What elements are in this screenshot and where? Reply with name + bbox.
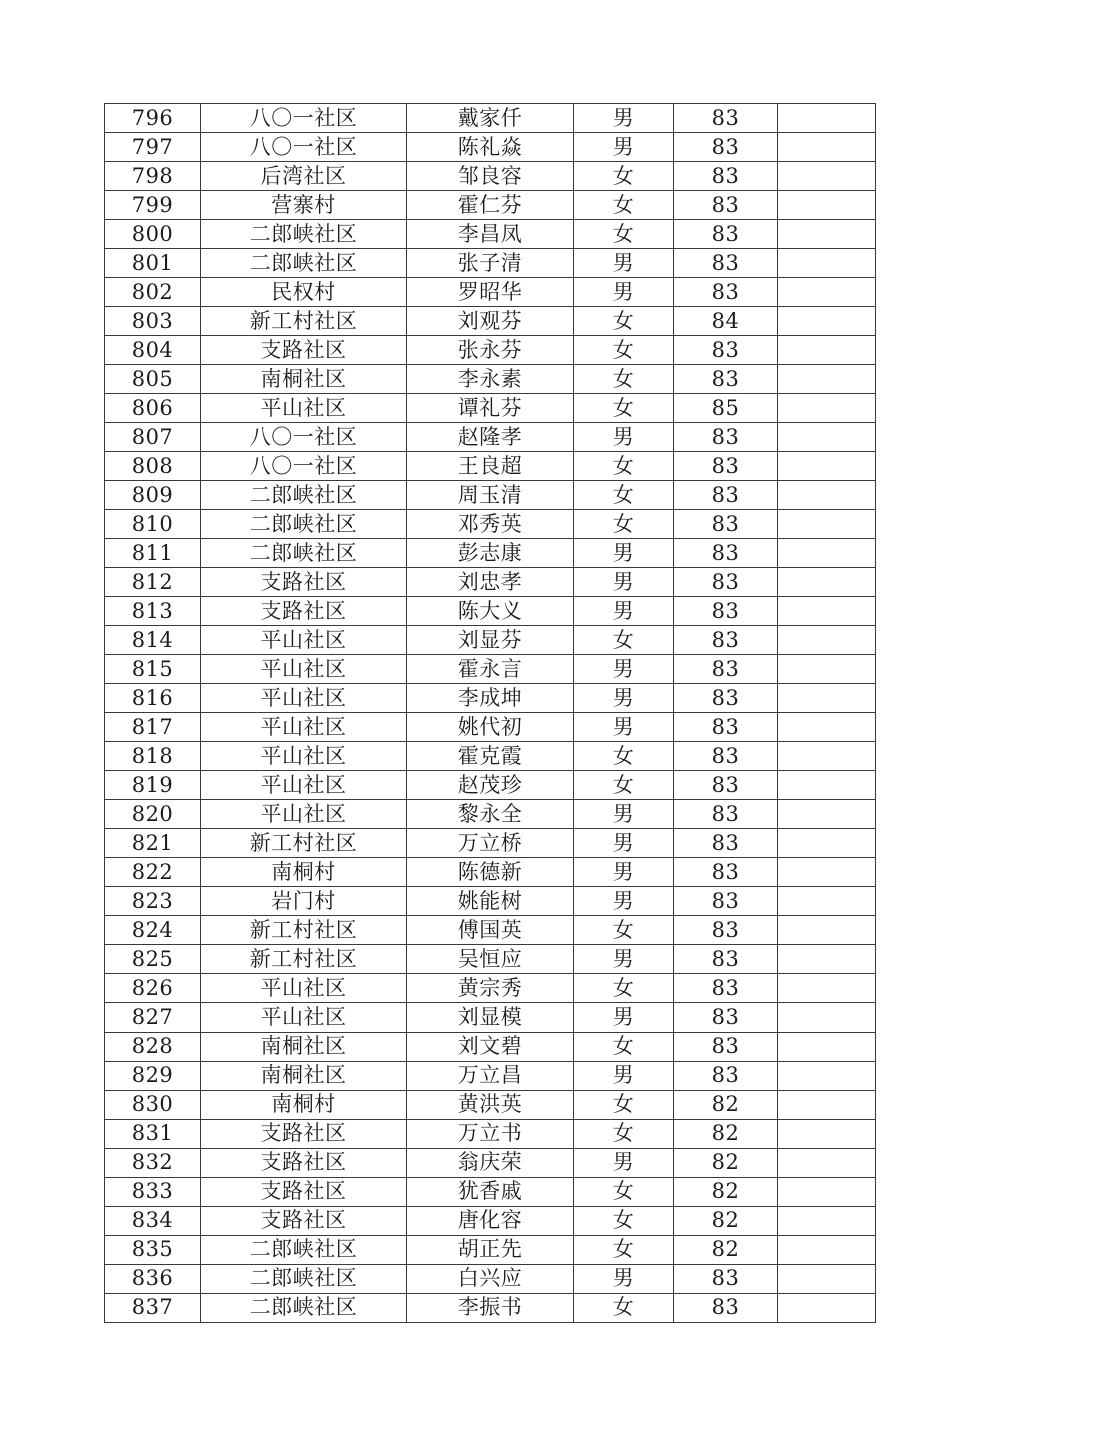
table-row — [105, 423, 876, 452]
cell-community: 平山社区 — [201, 684, 407, 713]
cell-community: 八〇一社区 — [201, 452, 407, 481]
cell-blank — [778, 365, 876, 394]
cell-index: 810 — [105, 510, 201, 539]
cell-person-name: 邓秀英 — [407, 510, 574, 539]
cell-age: 83 — [674, 278, 778, 307]
cell-gender: 男 — [574, 1264, 674, 1293]
table-row — [105, 481, 876, 510]
cell-person-name: 周玉清 — [407, 481, 574, 510]
table-row — [105, 568, 876, 597]
table-row — [105, 684, 876, 713]
table-row — [105, 336, 876, 365]
cell-age: 82 — [674, 1235, 778, 1264]
cell-index: 803 — [105, 307, 201, 336]
cell-index: 824 — [105, 916, 201, 945]
cell-blank — [778, 539, 876, 568]
cell-gender: 女 — [574, 394, 674, 423]
cell-community: 二郎峡社区 — [201, 1264, 407, 1293]
cell-gender: 女 — [574, 162, 674, 191]
table-row — [105, 394, 876, 423]
cell-gender: 男 — [574, 858, 674, 887]
cell-community: 平山社区 — [201, 974, 407, 1003]
cell-index: 806 — [105, 394, 201, 423]
cell-index: 802 — [105, 278, 201, 307]
cell-blank — [778, 1206, 876, 1235]
cell-index: 825 — [105, 945, 201, 974]
cell-age: 83 — [674, 191, 778, 220]
cell-community: 平山社区 — [201, 713, 407, 742]
table-row — [105, 887, 876, 916]
cell-gender: 女 — [574, 220, 674, 249]
cell-gender: 男 — [574, 597, 674, 626]
cell-community: 南桐社区 — [201, 365, 407, 394]
cell-person-name: 彭志康 — [407, 539, 574, 568]
cell-person-name: 陈德新 — [407, 858, 574, 887]
table-row — [105, 365, 876, 394]
cell-person-name: 万立桥 — [407, 829, 574, 858]
cell-age: 83 — [674, 858, 778, 887]
cell-person-name: 赵隆孝 — [407, 423, 574, 452]
cell-blank — [778, 684, 876, 713]
cell-gender: 女 — [574, 742, 674, 771]
cell-age: 82 — [674, 1206, 778, 1235]
cell-age: 82 — [674, 1090, 778, 1119]
cell-age: 83 — [674, 1061, 778, 1090]
cell-blank — [778, 771, 876, 800]
cell-person-name: 张永芬 — [407, 336, 574, 365]
cell-person-name: 姚能树 — [407, 887, 574, 916]
table-row — [105, 1032, 876, 1061]
cell-age: 83 — [674, 945, 778, 974]
table-row — [105, 249, 876, 278]
cell-person-name: 白兴应 — [407, 1264, 574, 1293]
cell-age: 83 — [674, 1264, 778, 1293]
cell-person-name: 李昌凤 — [407, 220, 574, 249]
cell-community: 岩门村 — [201, 887, 407, 916]
cell-index: 827 — [105, 1003, 201, 1032]
cell-age: 83 — [674, 452, 778, 481]
cell-age: 82 — [674, 1119, 778, 1148]
cell-index: 801 — [105, 249, 201, 278]
cell-gender: 女 — [574, 974, 674, 1003]
cell-person-name: 刘忠孝 — [407, 568, 574, 597]
cell-person-name: 陈大义 — [407, 597, 574, 626]
cell-age: 82 — [674, 1177, 778, 1206]
cell-age: 83 — [674, 684, 778, 713]
cell-index: 815 — [105, 655, 201, 684]
cell-gender: 男 — [574, 887, 674, 916]
cell-age: 83 — [674, 916, 778, 945]
cell-age: 83 — [674, 568, 778, 597]
cell-age: 83 — [674, 104, 778, 133]
table-row — [105, 162, 876, 191]
cell-blank — [778, 1119, 876, 1148]
cell-blank — [778, 220, 876, 249]
cell-age: 83 — [674, 423, 778, 452]
cell-age: 85 — [674, 394, 778, 423]
cell-age: 83 — [674, 162, 778, 191]
table-row — [105, 191, 876, 220]
cell-community: 平山社区 — [201, 771, 407, 800]
cell-blank — [778, 249, 876, 278]
table-row — [105, 133, 876, 162]
table-row — [105, 1090, 876, 1119]
table-body — [105, 104, 876, 1323]
cell-gender: 男 — [574, 423, 674, 452]
cell-person-name: 犹香戚 — [407, 1177, 574, 1206]
cell-index: 800 — [105, 220, 201, 249]
cell-community: 二郎峡社区 — [201, 249, 407, 278]
cell-gender: 男 — [574, 1148, 674, 1177]
cell-blank — [778, 655, 876, 684]
cell-blank — [778, 394, 876, 423]
cell-person-name: 万立昌 — [407, 1061, 574, 1090]
cell-index: 819 — [105, 771, 201, 800]
cell-blank — [778, 742, 876, 771]
cell-gender: 女 — [574, 191, 674, 220]
cell-gender: 女 — [574, 481, 674, 510]
cell-gender: 男 — [574, 539, 674, 568]
cell-community: 八〇一社区 — [201, 104, 407, 133]
cell-gender: 女 — [574, 1235, 674, 1264]
cell-person-name: 刘显模 — [407, 1003, 574, 1032]
table-row — [105, 278, 876, 307]
cell-person-name: 李成坤 — [407, 684, 574, 713]
cell-blank — [778, 162, 876, 191]
cell-gender: 男 — [574, 713, 674, 742]
cell-blank — [778, 829, 876, 858]
cell-person-name: 霍永言 — [407, 655, 574, 684]
cell-age: 83 — [674, 829, 778, 858]
cell-person-name: 万立书 — [407, 1119, 574, 1148]
cell-gender: 女 — [574, 336, 674, 365]
table-row — [105, 1148, 876, 1177]
cell-index: 837 — [105, 1293, 201, 1322]
cell-index: 829 — [105, 1061, 201, 1090]
cell-person-name: 刘显芬 — [407, 626, 574, 655]
cell-community: 民权村 — [201, 278, 407, 307]
cell-person-name: 黎永全 — [407, 800, 574, 829]
cell-blank — [778, 974, 876, 1003]
cell-blank — [778, 452, 876, 481]
cell-community: 二郎峡社区 — [201, 539, 407, 568]
cell-community: 二郎峡社区 — [201, 481, 407, 510]
cell-community: 南桐社区 — [201, 1032, 407, 1061]
cell-person-name: 唐化容 — [407, 1206, 574, 1235]
cell-person-name: 谭礼芬 — [407, 394, 574, 423]
cell-gender: 女 — [574, 307, 674, 336]
table-row — [105, 858, 876, 887]
cell-community: 二郎峡社区 — [201, 1293, 407, 1322]
cell-age: 83 — [674, 626, 778, 655]
cell-community: 平山社区 — [201, 394, 407, 423]
cell-blank — [778, 1293, 876, 1322]
cell-person-name: 李振书 — [407, 1293, 574, 1322]
cell-gender: 女 — [574, 916, 674, 945]
cell-community: 支路社区 — [201, 1119, 407, 1148]
table-row — [105, 597, 876, 626]
cell-community: 平山社区 — [201, 626, 407, 655]
cell-community: 平山社区 — [201, 655, 407, 684]
cell-age: 83 — [674, 481, 778, 510]
cell-gender: 男 — [574, 104, 674, 133]
cell-gender: 男 — [574, 568, 674, 597]
cell-blank — [778, 597, 876, 626]
cell-index: 821 — [105, 829, 201, 858]
cell-index: 828 — [105, 1032, 201, 1061]
cell-age: 83 — [674, 974, 778, 1003]
cell-age: 83 — [674, 510, 778, 539]
cell-blank — [778, 423, 876, 452]
table-row — [105, 626, 876, 655]
cell-gender: 男 — [574, 655, 674, 684]
cell-age: 83 — [674, 365, 778, 394]
table-row — [105, 713, 876, 742]
cell-index: 831 — [105, 1119, 201, 1148]
table-row — [105, 104, 876, 133]
table-row — [105, 1206, 876, 1235]
cell-person-name: 黄洪英 — [407, 1090, 574, 1119]
residents-table — [104, 103, 876, 1323]
cell-index: 808 — [105, 452, 201, 481]
cell-index: 805 — [105, 365, 201, 394]
cell-person-name: 傅国英 — [407, 916, 574, 945]
cell-index: 813 — [105, 597, 201, 626]
cell-index: 816 — [105, 684, 201, 713]
cell-blank — [778, 278, 876, 307]
cell-gender: 女 — [574, 1293, 674, 1322]
cell-index: 817 — [105, 713, 201, 742]
cell-blank — [778, 1177, 876, 1206]
cell-index: 830 — [105, 1090, 201, 1119]
cell-index: 834 — [105, 1206, 201, 1235]
cell-blank — [778, 191, 876, 220]
table-row — [105, 220, 876, 249]
cell-community: 平山社区 — [201, 742, 407, 771]
cell-person-name: 赵茂珍 — [407, 771, 574, 800]
cell-community: 新工村社区 — [201, 916, 407, 945]
cell-blank — [778, 626, 876, 655]
cell-blank — [778, 713, 876, 742]
cell-age: 83 — [674, 742, 778, 771]
cell-age: 83 — [674, 133, 778, 162]
cell-person-name: 吴恒应 — [407, 945, 574, 974]
cell-community: 八〇一社区 — [201, 423, 407, 452]
cell-person-name: 胡正先 — [407, 1235, 574, 1264]
cell-community: 支路社区 — [201, 1177, 407, 1206]
cell-index: 799 — [105, 191, 201, 220]
cell-index: 835 — [105, 1235, 201, 1264]
cell-gender: 男 — [574, 945, 674, 974]
cell-gender: 女 — [574, 365, 674, 394]
cell-index: 807 — [105, 423, 201, 452]
cell-community: 支路社区 — [201, 1148, 407, 1177]
cell-blank — [778, 945, 876, 974]
cell-index: 798 — [105, 162, 201, 191]
cell-blank — [778, 481, 876, 510]
cell-gender: 女 — [574, 771, 674, 800]
cell-gender: 男 — [574, 133, 674, 162]
cell-age: 83 — [674, 597, 778, 626]
cell-community: 南桐社区 — [201, 1061, 407, 1090]
cell-gender: 男 — [574, 684, 674, 713]
cell-community: 平山社区 — [201, 1003, 407, 1032]
cell-index: 809 — [105, 481, 201, 510]
table-row — [105, 742, 876, 771]
cell-community: 支路社区 — [201, 568, 407, 597]
table-row — [105, 307, 876, 336]
cell-age: 83 — [674, 771, 778, 800]
cell-community: 二郎峡社区 — [201, 220, 407, 249]
cell-person-name: 刘观芬 — [407, 307, 574, 336]
cell-person-name: 翁庆荣 — [407, 1148, 574, 1177]
cell-index: 818 — [105, 742, 201, 771]
cell-age: 83 — [674, 713, 778, 742]
cell-blank — [778, 568, 876, 597]
cell-age: 83 — [674, 336, 778, 365]
cell-blank — [778, 307, 876, 336]
table-row — [105, 916, 876, 945]
table-row — [105, 1293, 876, 1322]
table-row — [105, 539, 876, 568]
cell-blank — [778, 800, 876, 829]
cell-index: 832 — [105, 1148, 201, 1177]
table-row — [105, 800, 876, 829]
cell-index: 797 — [105, 133, 201, 162]
cell-gender: 女 — [574, 1206, 674, 1235]
cell-gender: 女 — [574, 452, 674, 481]
cell-gender: 女 — [574, 510, 674, 539]
table-row — [105, 655, 876, 684]
cell-blank — [778, 887, 876, 916]
table-row — [105, 1119, 876, 1148]
table-row — [105, 452, 876, 481]
cell-blank — [778, 1061, 876, 1090]
cell-community: 支路社区 — [201, 336, 407, 365]
cell-person-name: 罗昭华 — [407, 278, 574, 307]
cell-gender: 男 — [574, 800, 674, 829]
cell-age: 84 — [674, 307, 778, 336]
cell-blank — [778, 1032, 876, 1061]
cell-blank — [778, 1148, 876, 1177]
cell-gender: 男 — [574, 1061, 674, 1090]
table-row — [105, 945, 876, 974]
cell-blank — [778, 1003, 876, 1032]
cell-index: 820 — [105, 800, 201, 829]
table-row — [105, 1061, 876, 1090]
cell-index: 822 — [105, 858, 201, 887]
cell-age: 83 — [674, 220, 778, 249]
cell-index: 833 — [105, 1177, 201, 1206]
cell-person-name: 姚代初 — [407, 713, 574, 742]
cell-person-name: 戴家仟 — [407, 104, 574, 133]
cell-community: 支路社区 — [201, 597, 407, 626]
cell-gender: 男 — [574, 278, 674, 307]
cell-community: 后湾社区 — [201, 162, 407, 191]
table-row — [105, 829, 876, 858]
cell-blank — [778, 858, 876, 887]
cell-community: 南桐村 — [201, 858, 407, 887]
table-row — [105, 1235, 876, 1264]
cell-person-name: 刘文碧 — [407, 1032, 574, 1061]
cell-person-name: 张子清 — [407, 249, 574, 278]
cell-person-name: 霍克霞 — [407, 742, 574, 771]
cell-gender: 女 — [574, 1032, 674, 1061]
cell-age: 83 — [674, 655, 778, 684]
cell-community: 营寨村 — [201, 191, 407, 220]
table-row — [105, 510, 876, 539]
cell-index: 826 — [105, 974, 201, 1003]
cell-index: 836 — [105, 1264, 201, 1293]
cell-blank — [778, 1264, 876, 1293]
cell-age: 83 — [674, 249, 778, 278]
table-row — [105, 1177, 876, 1206]
cell-gender: 女 — [574, 626, 674, 655]
cell-age: 83 — [674, 887, 778, 916]
cell-community: 八〇一社区 — [201, 133, 407, 162]
cell-index: 814 — [105, 626, 201, 655]
cell-blank — [778, 133, 876, 162]
cell-community: 新工村社区 — [201, 829, 407, 858]
cell-index: 812 — [105, 568, 201, 597]
cell-age: 83 — [674, 1003, 778, 1032]
table-row — [105, 974, 876, 1003]
cell-community: 新工村社区 — [201, 945, 407, 974]
cell-age: 83 — [674, 800, 778, 829]
cell-community: 平山社区 — [201, 800, 407, 829]
cell-age: 82 — [674, 1148, 778, 1177]
cell-blank — [778, 916, 876, 945]
cell-person-name: 霍仁芬 — [407, 191, 574, 220]
cell-age: 83 — [674, 1032, 778, 1061]
cell-blank — [778, 336, 876, 365]
cell-community: 南桐村 — [201, 1090, 407, 1119]
cell-community: 二郎峡社区 — [201, 510, 407, 539]
cell-index: 804 — [105, 336, 201, 365]
cell-gender: 女 — [574, 1090, 674, 1119]
cell-blank — [778, 510, 876, 539]
cell-age: 83 — [674, 1293, 778, 1322]
cell-person-name: 李永素 — [407, 365, 574, 394]
cell-gender: 男 — [574, 1003, 674, 1032]
cell-index: 823 — [105, 887, 201, 916]
cell-person-name: 邹良容 — [407, 162, 574, 191]
cell-gender: 女 — [574, 1177, 674, 1206]
cell-community: 新工村社区 — [201, 307, 407, 336]
cell-person-name: 王良超 — [407, 452, 574, 481]
cell-blank — [778, 104, 876, 133]
cell-community: 支路社区 — [201, 1206, 407, 1235]
cell-age: 83 — [674, 539, 778, 568]
cell-blank — [778, 1090, 876, 1119]
cell-index: 811 — [105, 539, 201, 568]
table-row — [105, 1264, 876, 1293]
cell-gender: 男 — [574, 829, 674, 858]
cell-index: 796 — [105, 104, 201, 133]
table-row — [105, 771, 876, 800]
cell-gender: 女 — [574, 1119, 674, 1148]
cell-person-name: 黄宗秀 — [407, 974, 574, 1003]
cell-person-name: 陈礼焱 — [407, 133, 574, 162]
cell-blank — [778, 1235, 876, 1264]
table-row — [105, 1003, 876, 1032]
cell-community: 二郎峡社区 — [201, 1235, 407, 1264]
cell-gender: 男 — [574, 249, 674, 278]
